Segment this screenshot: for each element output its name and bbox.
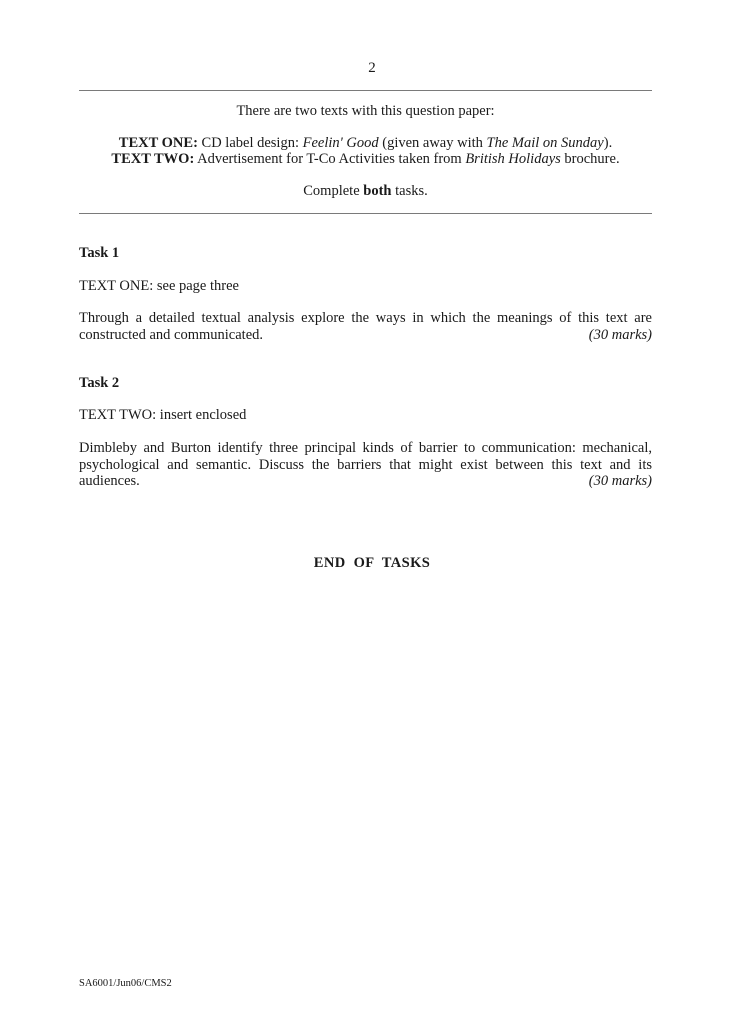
task-2-question-line-2: psychological and semantic. Discuss the barriers that might exist between this text and its bbox=[79, 456, 652, 473]
text-one-description bbox=[79, 135, 652, 152]
task-2-question bbox=[79, 440, 652, 490]
task-1-text-reference: TEXT ONE: see page three bbox=[79, 278, 239, 294]
text-one-title: Feelin' Good bbox=[302, 135, 379, 151]
header-bottom-divider bbox=[79, 213, 652, 214]
task-1-marks: (30 marks) bbox=[588, 326, 652, 343]
task-1-question-line-1: Through a detailed textual analysis explore the ways in which the meanings of this text are bbox=[79, 310, 652, 326]
text-two-description bbox=[79, 151, 652, 168]
text-two-post: brochure. bbox=[560, 151, 620, 167]
task-2-heading: Task 2 bbox=[79, 375, 120, 391]
footer-code: SA6001/Jun06/CMS2 bbox=[79, 978, 172, 989]
task-1-question-line-2-row bbox=[79, 327, 652, 344]
task-2-text-reference: TEXT TWO: insert enclosed bbox=[79, 407, 247, 423]
complete-pre: Complete bbox=[303, 183, 364, 199]
task-2-question-line-1: Dimbleby and Burton identify three principal kinds of barrier to communication: mechanical, bbox=[79, 440, 652, 456]
text-one-source: The Mail on Sunday bbox=[486, 135, 604, 151]
text-two-label: TEXT TWO: bbox=[111, 151, 195, 167]
texts-intro: There are two texts with this question paper: bbox=[236, 103, 495, 119]
text-two-pre: Advertisement for T-Co Activities taken from bbox=[197, 151, 466, 167]
text-one-pre: CD label design: bbox=[201, 135, 303, 151]
task-1-question-line-2: constructed and communicated. bbox=[79, 326, 264, 343]
text-two-source: British Holidays bbox=[465, 151, 561, 167]
complete-both: both bbox=[363, 183, 392, 199]
task-2-marks: (30 marks) bbox=[588, 473, 652, 489]
end-of-tasks: END OF TASKS bbox=[313, 555, 431, 571]
task-2-question-line-3-row bbox=[79, 473, 652, 490]
complete-post: tasks. bbox=[391, 183, 428, 199]
text-one-label: TEXT ONE: bbox=[118, 135, 198, 151]
text-one-post: ). bbox=[603, 135, 613, 151]
text-one-mid: (given away with bbox=[378, 135, 487, 151]
page-number: 2 bbox=[368, 60, 376, 76]
task-1-heading: Task 1 bbox=[79, 245, 120, 261]
top-divider bbox=[79, 90, 652, 91]
task-2-question-line-3: audiences. bbox=[79, 473, 140, 489]
task-1-question bbox=[79, 310, 652, 343]
complete-instruction bbox=[79, 183, 652, 200]
